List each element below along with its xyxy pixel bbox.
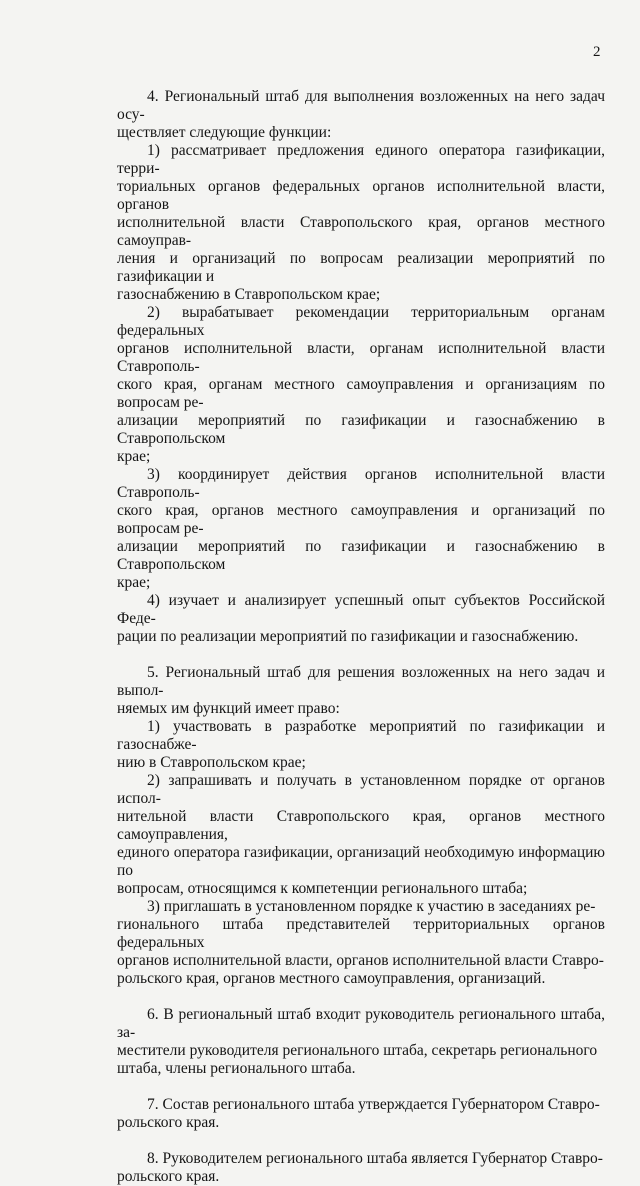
paragraph-6: 6. В региональный штаб входит руководитель регионального штаба, за- местители руководителя регионального штаба, секретарь регионального штаба, члены регионального штаба. <box>117 1006 605 1077</box>
document-body <box>117 88 605 1186</box>
paragraph-7: 7. Состав регионального штаба утверждается Губернатором Ставро- pольского края. <box>117 1096 600 1131</box>
paragraph-4-item-3: 3) координирует действия органов исполнительной власти Ставрополь- ского края, органов местного самоуправления и организаций по вопросам ре- ализации мероприятий по газификации и газоснабжению в Ставропольском крае; <box>117 466 605 591</box>
paragraph-5-item-3: 3) приглашать в установленном порядке к участию в заседаниях ре- гионального штаба представителей территориальных органов федеральных органов исполнительной власти, органов исполнительной власти Ставро- pольского края, органов местного самоуправления, организаций. <box>117 898 605 987</box>
paragraph-5-item-2: 2) запрашивать и получать в установленном порядке от органов испол- нительной власти Ставропольского края, органов местного самоуправления, единого оператора газификации, организаций необходимую информацию по вопросам, относящимся к компетенции регионального штаба; <box>117 772 605 897</box>
paragraph-5-intro: 5. Региональный штаб для решения возложенных на него задач и выпол- няемых им функций имеет право: <box>117 664 605 717</box>
paragraph-4-item-2: 2) вырабатывает рекомендации территориальным органам федеральных органов исполнительной власти, органам исполнительной власти Ставрополь- ского края, органам местного самоуправления и организациям по вопросам ре- ализации мероприятий по газификации и газоснабжению в Ставропольском крае; <box>117 304 605 465</box>
paragraph-5-item-1: 1) участвовать в разработке мероприятий по газификации и газоснабже- нию в Ставропольском крае; <box>117 718 605 771</box>
paragraph-4-intro: 4. Региональный штаб для выполнения возложенных на него задач осу- ществляет следующие функции: <box>117 88 605 141</box>
paragraph-4-item-4: 4) изучает и анализирует успешный опыт субъектов Российской Феде- рации по реализации мероприятий по газификации и газоснабжению. <box>117 592 605 645</box>
paragraph-8: 8. Руководителем регионального штаба является Губернатор Ставро- pольского края. <box>117 1150 603 1185</box>
page-number: 2 <box>593 44 601 60</box>
paragraph-4-item-1: 1) рассматривает предложения единого оператора газификации, терри- ториальных органов федеральных органов исполнительной власти, органов исполнительной власти Ставропольского края, органов местного самоуправ- ления и организаций по вопросам реализации мероприятий по газификации и газоснабжению в Ставропольском крае; <box>117 142 605 303</box>
